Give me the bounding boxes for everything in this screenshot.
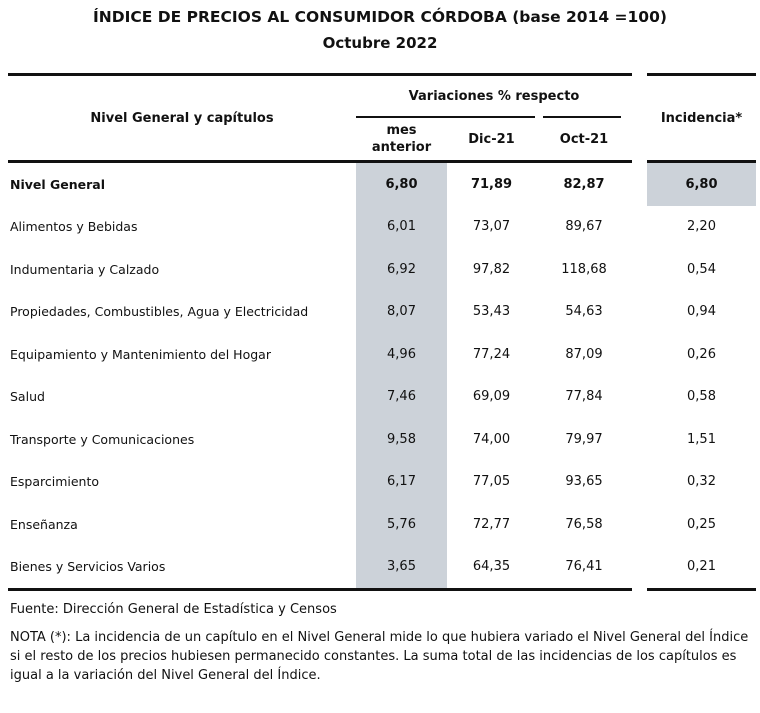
dic21-value: 69,09: [472, 389, 511, 405]
col-header-incidencia: Incidencia*: [647, 73, 756, 163]
table-row: [8, 206, 632, 249]
mes-anterior-value: 8,07: [356, 291, 447, 334]
mes-anterior-value: 6,01: [356, 206, 447, 249]
ipc-table: [8, 73, 756, 591]
page-title: ÍNDICE DE PRECIOS AL CONSUMIDOR CÓRDOBA (base 2014 =100): [93, 8, 667, 26]
table-row: [8, 418, 632, 461]
dic21-value: 97,82: [472, 261, 511, 277]
table-row: [8, 461, 632, 504]
table-row: [8, 333, 632, 376]
oct21-value: 76,41: [565, 559, 603, 575]
oct21-value: 54,63: [565, 304, 603, 320]
row-label: Alimentos y Bebidas: [10, 219, 138, 235]
col-header-dic-21: Dic-21: [468, 131, 515, 147]
row-label: Equipamiento y Mantenimiento del Hogar: [10, 346, 271, 362]
mes-anterior-value: 4,96: [356, 333, 447, 376]
incidencia-row: 0,58: [687, 389, 716, 405]
row-label: Bienes y Servicios Varios: [10, 559, 166, 575]
oct21-value: 82,87: [563, 176, 605, 192]
incidencia-row: 0,21: [687, 559, 716, 575]
row-label: Esparcimiento: [10, 474, 100, 490]
oct21-value: 118,68: [561, 261, 607, 277]
dic21-value: 72,77: [472, 516, 511, 532]
row-header-label: Nivel General y capítulos: [90, 110, 274, 126]
row-label: Nivel General: [10, 176, 106, 192]
col-header-mes-anterior: mes anterior: [371, 123, 432, 155]
dic21-value: 77,24: [472, 346, 511, 362]
main-table: [8, 73, 632, 591]
oct21-value: 89,67: [565, 219, 603, 235]
row-label: Salud: [10, 389, 45, 405]
oct21-value: 76,58: [565, 516, 603, 532]
main-table-header: [8, 73, 632, 163]
incidencia-row: 0,94: [687, 304, 716, 320]
dic21-value: 74,00: [472, 431, 511, 447]
oct21-value: 77,84: [565, 389, 603, 405]
incidencia-row: 0,26: [687, 346, 716, 362]
mes-anterior-value: 3,65: [356, 546, 447, 589]
table-row: [8, 503, 632, 546]
oct21-value: 87,09: [565, 346, 603, 362]
incidencia-column: [647, 73, 756, 591]
sub-column-headers: [356, 118, 632, 160]
mes-anterior-value: 7,46: [356, 376, 447, 419]
row-label: Indumentaria y Calzado: [10, 261, 160, 277]
mes-anterior-value: 5,76: [356, 503, 447, 546]
oct21-value: 93,65: [565, 474, 603, 490]
table-row: [8, 163, 632, 206]
mes-anterior-value: 6,17: [356, 461, 447, 504]
mes-anterior-value: 6,80: [356, 163, 447, 206]
col-header-oct-21: Oct-21: [559, 131, 609, 147]
incidencia-row: 1,51: [687, 431, 716, 447]
incidencia-body: [647, 163, 756, 591]
column-gap: [632, 73, 647, 591]
dic21-value: 77,05: [472, 474, 511, 490]
source-text: Fuente: Dirección General de Estadística y Censos: [10, 602, 337, 617]
row-label: Enseñanza: [10, 516, 78, 532]
page-subtitle: Octubre 2022: [322, 34, 438, 52]
dic21-value: 53,43: [472, 304, 511, 320]
table-row: [8, 376, 632, 419]
main-table-body: [8, 163, 632, 591]
dic21-value: 64,35: [472, 559, 511, 575]
table-row: [8, 546, 632, 589]
row-label: Transporte y Comunicaciones: [10, 431, 195, 447]
dic21-value: 73,07: [472, 219, 511, 235]
table-row: [8, 291, 632, 334]
incidencia-row: 6,80: [647, 163, 756, 206]
dic21-value: 71,89: [470, 176, 513, 192]
variaciones-group-title: Variaciones % respecto: [408, 88, 580, 104]
page-header: [0, 0, 760, 73]
variaciones-group: [356, 76, 632, 160]
mes-anterior-value: 6,92: [356, 248, 447, 291]
oct21-value: 79,97: [565, 431, 603, 447]
table-row: [8, 248, 632, 291]
note-text: NOTA (*): La incidencia de un capítulo en el Nivel General mide lo que hubiera variado el Nivel General del Índice si el resto de los precios hubiesen permanecido constantes. La suma total de las incidencias de los capítulos es igual a la variación del Nivel General del Índice.: [10, 630, 749, 683]
incidencia-row: 0,54: [687, 261, 716, 277]
incidencia-row: 0,25: [687, 516, 716, 532]
row-label: Propiedades, Combustibles, Agua y Electricidad: [10, 304, 309, 320]
incidencia-row: 2,20: [687, 219, 716, 235]
incidencia-row: 0,32: [687, 474, 716, 490]
mes-anterior-value: 9,58: [356, 418, 447, 461]
